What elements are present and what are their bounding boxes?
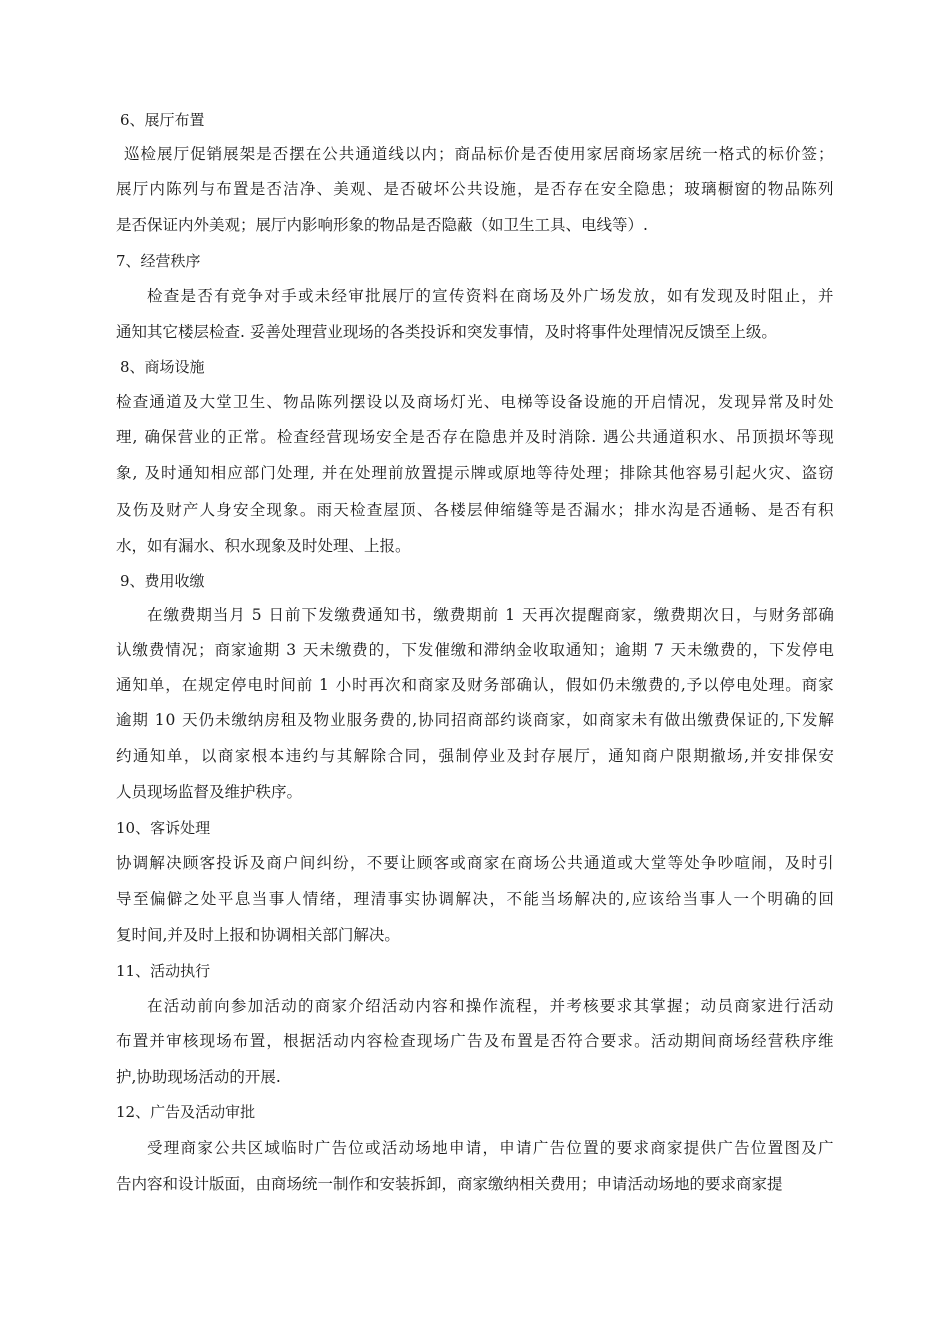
paragraph-line: 巡检展厅促销展架是否摆在公共通道线以内；商品标价是否使用家居商场家居统一格式的标价签；: [124, 145, 835, 163]
paragraph-line: 是否保证内外美观；展厅内影响形象的物品是否隐蔽（如卫生工具、电线等）.: [116, 216, 648, 234]
section-heading: 11、活动执行: [116, 962, 211, 980]
paragraph-line: 检查通道及大堂卫生、物品陈列摆设以及商场灯光、电梯等设备设施的开启情况，发现异常及时处: [116, 393, 835, 411]
paragraph-line: 约通知单，以商家根本违约与其解除合同，强制停业及封存展厅，通知商户限期撤场,并安排保安: [116, 747, 836, 765]
paragraph-line: 协调解决顾客投诉及商户间纠纷，不要让顾客或商家在商场公共通道或大堂等处争吵喧闹，及时引: [116, 854, 835, 872]
paragraph-line: 认缴费情况；商家逾期 3 天未缴费的，下发催缴和滞纳金收取通知；逾期 7 天未缴费的，下发停电: [116, 641, 835, 659]
paragraph-line: 人员现场监督及维护秩序。: [116, 783, 303, 801]
paragraph-line: 告内容和设计版面，由商场统一制作和安装拆卸，商家缴纳相关费用；申请活动场地的要求商家提: [116, 1175, 783, 1193]
paragraph-line: 复时间,并及时上报和协调相关部门解决。: [116, 926, 400, 944]
section-heading: 12、广告及活动审批: [116, 1103, 256, 1121]
paragraph-line: 导至偏僻之处平息当事人情绪，理清事实协调解决，不能当场解决的,应该给当事人一个明确的回: [116, 890, 836, 908]
paragraph-line: 受理商家公共区域临时广告位或活动场地申请，申请广告位置的要求商家提供广告位置图及广: [147, 1139, 835, 1157]
paragraph-line: 水，如有漏水、积水现象及时处理、上报。: [116, 537, 411, 555]
paragraph-line: 象, 及时通知相应部门处理, 并在处理前放置提示牌或原地等待处理；排除其他容易引起火灾、盗窃: [116, 464, 835, 482]
section-heading: 7、经营秩序: [116, 252, 201, 270]
paragraph-line: 逾期 10 天仍未缴纳房租及物业服务费的,协同招商部约谈商家，如商家未有做出缴费保证的,下发解: [116, 711, 835, 729]
paragraph-line: 理, 确保营业的正常。检查经营现场安全是否存在隐患并及时消除. 遇公共通道积水、吊顶损坏等现: [116, 428, 835, 446]
paragraph-line: 及伤及财产人身安全现象。雨天检查屋顶、各楼层伸缩缝等是否漏水；排水沟是否通畅、是否有积: [116, 501, 835, 519]
paragraph-line: 护,协助现场活动的开展.: [116, 1068, 281, 1086]
paragraph-line: 在缴费期当月 5 日前下发缴费通知书，缴费期前 1 天再次提醒商家，缴费期次日，与财务部确: [147, 606, 835, 624]
section-heading: 8、商场设施: [120, 358, 205, 376]
section-heading: 6、展厅布置: [120, 111, 205, 129]
paragraph-line: 在活动前向参加活动的商家介绍活动内容和操作流程，并考核要求其掌握；动员商家进行活动: [147, 997, 835, 1015]
section-heading: 10、客诉处理: [116, 819, 211, 837]
paragraph-line: 检查是否有竞争对手或未经审批展厅的宣传资料在商场及外广场发放，如有发现及时阻止，并: [147, 287, 835, 305]
paragraph-line: 布置并审核现场布置，根据活动内容检查现场广告及布置是否符合要求。活动期间商场经营秩序维: [116, 1032, 835, 1050]
section-heading: 9、费用收缴: [120, 572, 205, 590]
paragraph-line: 通知单，在规定停电时间前 1 小时再次和商家及财务部确认，假如仍未缴费的,予以停电处理。商家: [116, 676, 835, 694]
paragraph-line: 展厅内陈列与布置是否洁净、美观、是否破坏公共设施，是否存在安全隐患；玻璃橱窗的物品陈列: [116, 180, 835, 198]
paragraph-line: 通知其它楼层检查. 妥善处理营业现场的各类投诉和突发事情，及时将事件处理情况反馈至上级。: [116, 323, 777, 341]
